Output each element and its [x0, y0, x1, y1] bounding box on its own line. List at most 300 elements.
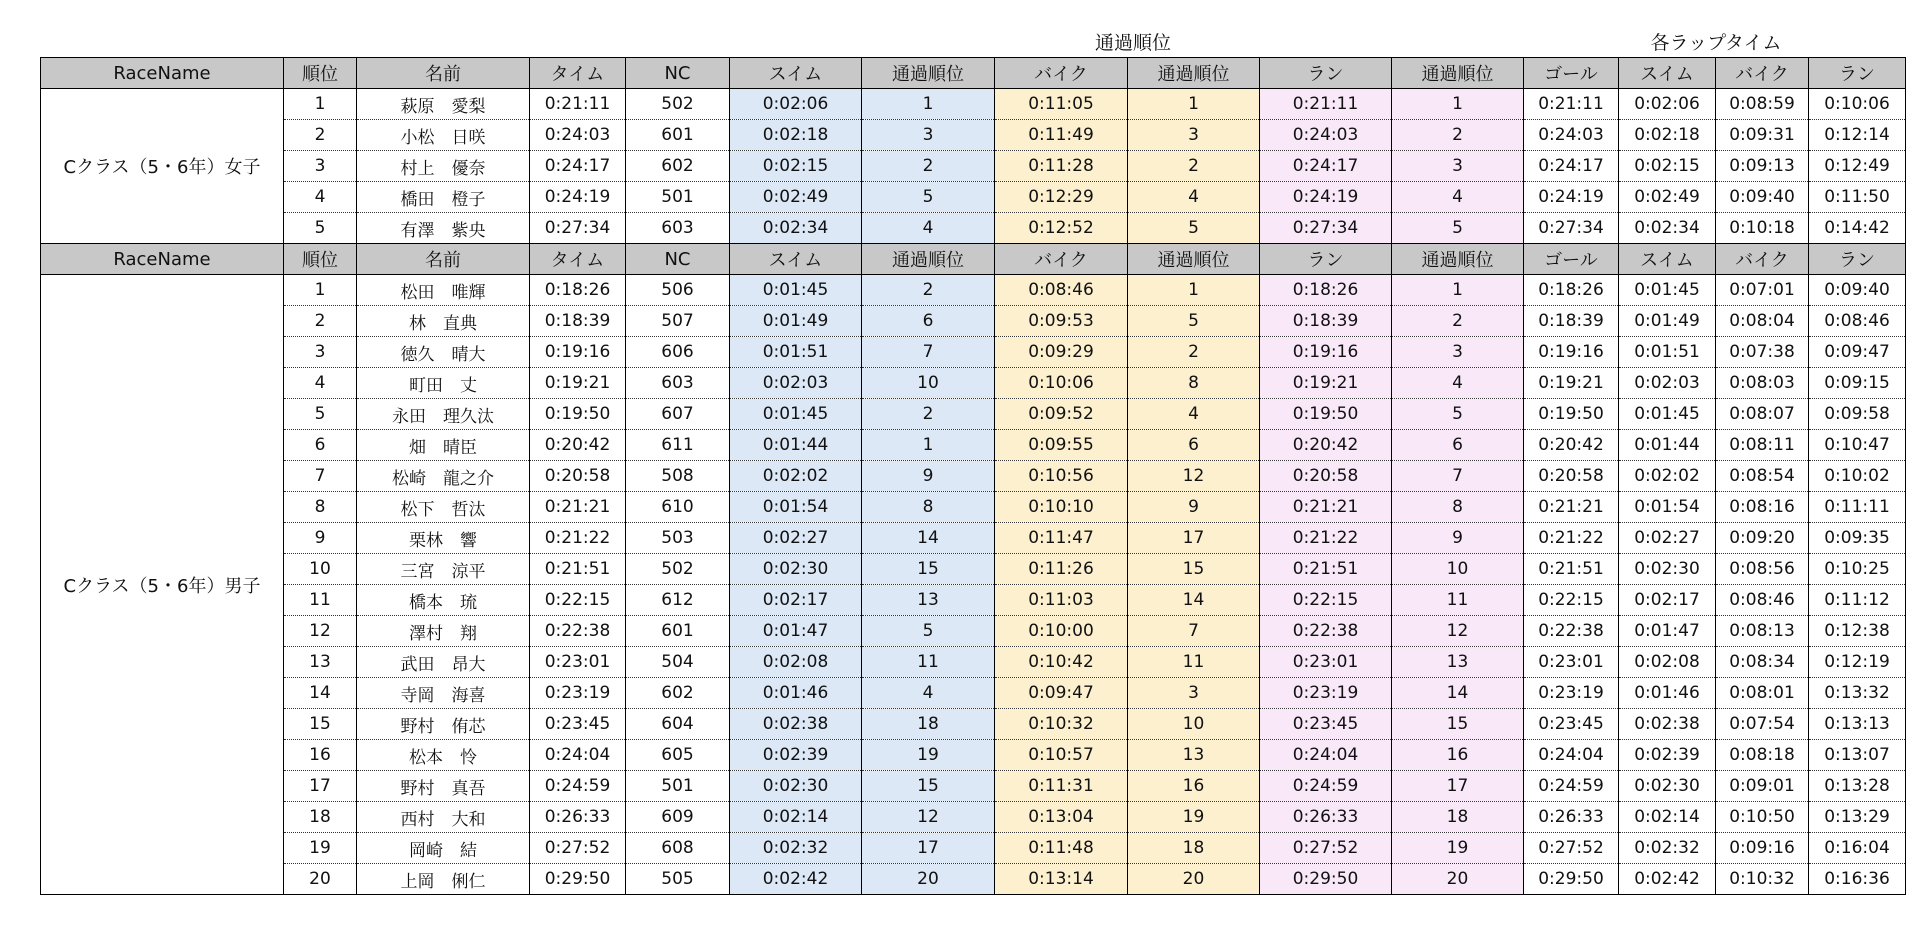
- rank-cell: 20: [284, 864, 357, 895]
- swim-lap-cell: 0:02:03: [1619, 368, 1716, 399]
- bike-lap-cell: 0:08:56: [1716, 554, 1809, 585]
- bike-rank-cell: 2: [1128, 337, 1260, 368]
- swim-rank-cell: 7: [862, 337, 995, 368]
- bike-lap-cell: 0:08:18: [1716, 740, 1809, 771]
- run-lap-cell: 0:08:46: [1809, 306, 1906, 337]
- column-header: ラン: [1260, 244, 1392, 275]
- goal-lap-cell: 0:19:16: [1524, 337, 1619, 368]
- name-cell: 栗林 響: [357, 523, 530, 554]
- run-rank-cell: 4: [1392, 368, 1524, 399]
- run-lap-cell: 0:13:13: [1809, 709, 1906, 740]
- time-cell: 0:24:19: [530, 182, 626, 213]
- goal-lap-cell: 0:20:42: [1524, 430, 1619, 461]
- time-cell: 0:21:11: [530, 89, 626, 120]
- table-row: [41, 771, 1906, 802]
- goal-lap-cell: 0:27:52: [1524, 833, 1619, 864]
- bike-time-cell: 0:09:47: [995, 678, 1128, 709]
- swim-rank-cell: 2: [862, 151, 995, 182]
- column-header: スイム: [1619, 58, 1716, 89]
- bike-time-cell: 0:11:03: [995, 585, 1128, 616]
- swim-lap-cell: 0:02:18: [1619, 120, 1716, 151]
- bike-time-cell: 0:10:56: [995, 461, 1128, 492]
- rank-cell: 3: [284, 151, 357, 182]
- laps-super-header: 各ラップタイム: [1650, 32, 1782, 54]
- run-rank-cell: 3: [1392, 337, 1524, 368]
- bike-time-cell: 0:11:26: [995, 554, 1128, 585]
- bike-lap-cell: 0:10:32: [1716, 864, 1809, 895]
- run-rank-cell: 16: [1392, 740, 1524, 771]
- run-rank-cell: 12: [1392, 616, 1524, 647]
- column-header: 名前: [357, 58, 530, 89]
- swim-time-cell: 0:02:30: [730, 771, 862, 802]
- name-cell: 橋本 琉: [357, 585, 530, 616]
- run-rank-cell: 3: [1392, 151, 1524, 182]
- swim-rank-cell: 6: [862, 306, 995, 337]
- time-cell: 0:18:39: [530, 306, 626, 337]
- rank-cell: 12: [284, 616, 357, 647]
- goal-lap-cell: 0:23:19: [1524, 678, 1619, 709]
- rank-cell: 1: [284, 275, 357, 306]
- swim-time-cell: 0:01:44: [730, 430, 862, 461]
- bike-lap-cell: 0:10:50: [1716, 802, 1809, 833]
- nc-cell: 607: [626, 399, 730, 430]
- run-rank-cell: 9: [1392, 523, 1524, 554]
- bike-time-cell: 0:10:42: [995, 647, 1128, 678]
- time-cell: 0:26:33: [530, 802, 626, 833]
- bike-time-cell: 0:09:52: [995, 399, 1128, 430]
- nc-cell: 604: [626, 709, 730, 740]
- nc-cell: 507: [626, 306, 730, 337]
- swim-time-cell: 0:02:49: [730, 182, 862, 213]
- bike-lap-cell: 0:09:31: [1716, 120, 1809, 151]
- swim-rank-cell: 2: [862, 275, 995, 306]
- nc-cell: 611: [626, 430, 730, 461]
- column-header: スイム: [730, 244, 862, 275]
- nc-cell: 603: [626, 213, 730, 244]
- table-row: [41, 337, 1906, 368]
- nc-cell: 501: [626, 182, 730, 213]
- swim-time-cell: 0:01:54: [730, 492, 862, 523]
- run-lap-cell: 0:12:19: [1809, 647, 1906, 678]
- swim-rank-cell: 5: [862, 182, 995, 213]
- bike-lap-cell: 0:09:20: [1716, 523, 1809, 554]
- swim-rank-cell: 4: [862, 213, 995, 244]
- time-cell: 0:21:22: [530, 523, 626, 554]
- race-name-cell: Cクラス（5・6年）男子: [41, 275, 284, 895]
- column-header: RaceName: [41, 244, 284, 275]
- time-cell: 0:24:03: [530, 120, 626, 151]
- rank-cell: 19: [284, 833, 357, 864]
- swim-lap-cell: 0:02:38: [1619, 709, 1716, 740]
- table-row: [41, 213, 1906, 244]
- table-row: [41, 89, 1906, 120]
- swim-rank-cell: 12: [862, 802, 995, 833]
- nc-cell: 506: [626, 275, 730, 306]
- time-cell: 0:19:21: [530, 368, 626, 399]
- column-header: タイム: [530, 244, 626, 275]
- time-cell: 0:24:17: [530, 151, 626, 182]
- bike-lap-cell: 0:08:11: [1716, 430, 1809, 461]
- time-cell: 0:23:01: [530, 647, 626, 678]
- run-rank-cell: 19: [1392, 833, 1524, 864]
- bike-time-cell: 0:09:55: [995, 430, 1128, 461]
- table-row: [41, 678, 1906, 709]
- table-row: [41, 182, 1906, 213]
- goal-lap-cell: 0:27:34: [1524, 213, 1619, 244]
- run-rank-cell: 5: [1392, 213, 1524, 244]
- time-cell: 0:24:59: [530, 771, 626, 802]
- bike-time-cell: 0:10:00: [995, 616, 1128, 647]
- bike-lap-cell: 0:08:03: [1716, 368, 1809, 399]
- bike-time-cell: 0:10:57: [995, 740, 1128, 771]
- bike-rank-cell: 11: [1128, 647, 1260, 678]
- run-lap-cell: 0:12:14: [1809, 120, 1906, 151]
- swim-time-cell: 0:02:39: [730, 740, 862, 771]
- nc-cell: 601: [626, 120, 730, 151]
- table-row: [41, 368, 1906, 399]
- nc-cell: 610: [626, 492, 730, 523]
- swim-time-cell: 0:02:18: [730, 120, 862, 151]
- name-cell: 林 直典: [357, 306, 530, 337]
- run-lap-cell: 0:13:07: [1809, 740, 1906, 771]
- time-cell: 0:21:51: [530, 554, 626, 585]
- table-row: [41, 306, 1906, 337]
- run-rank-cell: 17: [1392, 771, 1524, 802]
- swim-lap-cell: 0:02:27: [1619, 523, 1716, 554]
- run-time-cell: 0:24:03: [1260, 120, 1392, 151]
- run-rank-cell: 20: [1392, 864, 1524, 895]
- swim-rank-cell: 11: [862, 647, 995, 678]
- bike-rank-cell: 3: [1128, 678, 1260, 709]
- name-cell: 小松 日咲: [357, 120, 530, 151]
- bike-rank-cell: 5: [1128, 213, 1260, 244]
- run-lap-cell: 0:10:25: [1809, 554, 1906, 585]
- swim-lap-cell: 0:01:44: [1619, 430, 1716, 461]
- run-lap-cell: 0:10:47: [1809, 430, 1906, 461]
- run-rank-cell: 7: [1392, 461, 1524, 492]
- swim-time-cell: 0:02:14: [730, 802, 862, 833]
- goal-lap-cell: 0:21:21: [1524, 492, 1619, 523]
- name-cell: 橋田 橙子: [357, 182, 530, 213]
- rank-cell: 1: [284, 89, 357, 120]
- swim-rank-cell: 10: [862, 368, 995, 399]
- name-cell: 三宮 涼平: [357, 554, 530, 585]
- time-cell: 0:23:19: [530, 678, 626, 709]
- column-header: 名前: [357, 244, 530, 275]
- run-lap-cell: 0:13:32: [1809, 678, 1906, 709]
- run-rank-cell: 5: [1392, 399, 1524, 430]
- goal-lap-cell: 0:24:59: [1524, 771, 1619, 802]
- run-rank-cell: 14: [1392, 678, 1524, 709]
- nc-cell: 605: [626, 740, 730, 771]
- column-header: バイク: [995, 58, 1128, 89]
- table-row: [41, 740, 1906, 771]
- rank-cell: 9: [284, 523, 357, 554]
- column-header: 順位: [284, 244, 357, 275]
- run-time-cell: 0:27:34: [1260, 213, 1392, 244]
- name-cell: 松本 怜: [357, 740, 530, 771]
- name-cell: 西村 大和: [357, 802, 530, 833]
- table-row: [41, 616, 1906, 647]
- swim-time-cell: 0:02:17: [730, 585, 862, 616]
- run-lap-cell: 0:12:49: [1809, 151, 1906, 182]
- bike-time-cell: 0:09:53: [995, 306, 1128, 337]
- run-rank-cell: 4: [1392, 182, 1524, 213]
- run-time-cell: 0:20:42: [1260, 430, 1392, 461]
- name-cell: 澤村 翔: [357, 616, 530, 647]
- bike-time-cell: 0:11:49: [995, 120, 1128, 151]
- run-time-cell: 0:22:38: [1260, 616, 1392, 647]
- column-header: 通過順位: [862, 244, 995, 275]
- bike-lap-cell: 0:08:46: [1716, 585, 1809, 616]
- bike-lap-cell: 0:08:34: [1716, 647, 1809, 678]
- column-header: NC: [626, 244, 730, 275]
- rank-cell: 16: [284, 740, 357, 771]
- bike-rank-cell: 9: [1128, 492, 1260, 523]
- run-lap-cell: 0:16:04: [1809, 833, 1906, 864]
- run-time-cell: 0:27:52: [1260, 833, 1392, 864]
- bike-rank-cell: 3: [1128, 120, 1260, 151]
- table-row: [41, 120, 1906, 151]
- table-row: [41, 151, 1906, 182]
- nc-cell: 508: [626, 461, 730, 492]
- run-time-cell: 0:21:21: [1260, 492, 1392, 523]
- bike-lap-cell: 0:08:13: [1716, 616, 1809, 647]
- name-cell: 町田 丈: [357, 368, 530, 399]
- time-cell: 0:29:50: [530, 864, 626, 895]
- bike-rank-cell: 18: [1128, 833, 1260, 864]
- rank-cell: 11: [284, 585, 357, 616]
- bike-time-cell: 0:12:52: [995, 213, 1128, 244]
- swim-lap-cell: 0:01:51: [1619, 337, 1716, 368]
- goal-lap-cell: 0:22:38: [1524, 616, 1619, 647]
- run-lap-cell: 0:10:06: [1809, 89, 1906, 120]
- run-lap-cell: 0:16:36: [1809, 864, 1906, 895]
- rank-cell: 10: [284, 554, 357, 585]
- time-cell: 0:27:34: [530, 213, 626, 244]
- goal-lap-cell: 0:18:26: [1524, 275, 1619, 306]
- goal-lap-cell: 0:23:45: [1524, 709, 1619, 740]
- swim-time-cell: 0:02:06: [730, 89, 862, 120]
- swim-rank-cell: 4: [862, 678, 995, 709]
- table-row: [41, 647, 1906, 678]
- swim-lap-cell: 0:01:46: [1619, 678, 1716, 709]
- rank-cell: 5: [284, 399, 357, 430]
- name-cell: 松下 哲汰: [357, 492, 530, 523]
- column-header: ラン: [1809, 244, 1906, 275]
- table-row: [41, 461, 1906, 492]
- goal-lap-cell: 0:19:21: [1524, 368, 1619, 399]
- swim-rank-cell: 20: [862, 864, 995, 895]
- run-lap-cell: 0:14:42: [1809, 213, 1906, 244]
- goal-lap-cell: 0:26:33: [1524, 802, 1619, 833]
- swim-time-cell: 0:02:15: [730, 151, 862, 182]
- bike-lap-cell: 0:09:16: [1716, 833, 1809, 864]
- swim-lap-cell: 0:02:34: [1619, 213, 1716, 244]
- name-cell: 寺岡 海喜: [357, 678, 530, 709]
- column-header: 通過順位: [1128, 244, 1260, 275]
- name-cell: 徳久 晴大: [357, 337, 530, 368]
- bike-lap-cell: 0:09:01: [1716, 771, 1809, 802]
- column-header: バイク: [1716, 58, 1809, 89]
- run-rank-cell: 1: [1392, 89, 1524, 120]
- bike-lap-cell: 0:10:18: [1716, 213, 1809, 244]
- run-time-cell: 0:19:16: [1260, 337, 1392, 368]
- swim-lap-cell: 0:02:42: [1619, 864, 1716, 895]
- run-lap-cell: 0:13:28: [1809, 771, 1906, 802]
- column-header: ラン: [1809, 58, 1906, 89]
- bike-rank-cell: 16: [1128, 771, 1260, 802]
- run-rank-cell: 1: [1392, 275, 1524, 306]
- swim-lap-cell: 0:02:17: [1619, 585, 1716, 616]
- run-lap-cell: 0:12:38: [1809, 616, 1906, 647]
- run-rank-cell: 11: [1392, 585, 1524, 616]
- goal-lap-cell: 0:22:15: [1524, 585, 1619, 616]
- rank-cell: 13: [284, 647, 357, 678]
- bike-rank-cell: 20: [1128, 864, 1260, 895]
- swim-time-cell: 0:02:32: [730, 833, 862, 864]
- swim-rank-cell: 3: [862, 120, 995, 151]
- run-time-cell: 0:21:51: [1260, 554, 1392, 585]
- swim-lap-cell: 0:02:49: [1619, 182, 1716, 213]
- bike-lap-cell: 0:07:01: [1716, 275, 1809, 306]
- column-header: RaceName: [41, 58, 284, 89]
- bike-rank-cell: 10: [1128, 709, 1260, 740]
- bike-time-cell: 0:12:29: [995, 182, 1128, 213]
- column-header-row: [41, 58, 1906, 89]
- run-lap-cell: 0:09:58: [1809, 399, 1906, 430]
- bike-rank-cell: 4: [1128, 399, 1260, 430]
- time-cell: 0:27:52: [530, 833, 626, 864]
- column-header: タイム: [530, 58, 626, 89]
- goal-lap-cell: 0:19:50: [1524, 399, 1619, 430]
- time-cell: 0:21:21: [530, 492, 626, 523]
- column-header: ゴール: [1524, 58, 1619, 89]
- bike-time-cell: 0:10:10: [995, 492, 1128, 523]
- name-cell: 野村 侑芯: [357, 709, 530, 740]
- rank-cell: 18: [284, 802, 357, 833]
- bike-rank-cell: 12: [1128, 461, 1260, 492]
- nc-cell: 505: [626, 864, 730, 895]
- run-rank-cell: 15: [1392, 709, 1524, 740]
- time-cell: 0:19:16: [530, 337, 626, 368]
- time-cell: 0:20:58: [530, 461, 626, 492]
- run-time-cell: 0:24:04: [1260, 740, 1392, 771]
- swim-rank-cell: 17: [862, 833, 995, 864]
- bike-time-cell: 0:13:04: [995, 802, 1128, 833]
- rank-cell: 4: [284, 368, 357, 399]
- swim-rank-cell: 18: [862, 709, 995, 740]
- bike-lap-cell: 0:08:07: [1716, 399, 1809, 430]
- time-cell: 0:24:04: [530, 740, 626, 771]
- bike-time-cell: 0:10:06: [995, 368, 1128, 399]
- table-row: [41, 430, 1906, 461]
- swim-time-cell: 0:02:03: [730, 368, 862, 399]
- nc-cell: 606: [626, 337, 730, 368]
- column-header: NC: [626, 58, 730, 89]
- rank-cell: 17: [284, 771, 357, 802]
- column-header: 通過順位: [1392, 58, 1524, 89]
- swim-lap-cell: 0:02:02: [1619, 461, 1716, 492]
- swim-time-cell: 0:02:42: [730, 864, 862, 895]
- nc-cell: 502: [626, 89, 730, 120]
- table-row: [41, 864, 1906, 895]
- run-time-cell: 0:23:01: [1260, 647, 1392, 678]
- name-cell: 松崎 龍之介: [357, 461, 530, 492]
- swim-lap-cell: 0:02:15: [1619, 151, 1716, 182]
- swim-rank-cell: 1: [862, 89, 995, 120]
- run-lap-cell: 0:11:11: [1809, 492, 1906, 523]
- bike-time-cell: 0:11:48: [995, 833, 1128, 864]
- swim-lap-cell: 0:02:14: [1619, 802, 1716, 833]
- table-row: [41, 492, 1906, 523]
- bike-lap-cell: 0:07:54: [1716, 709, 1809, 740]
- nc-cell: 501: [626, 771, 730, 802]
- bike-rank-cell: 6: [1128, 430, 1260, 461]
- swim-rank-cell: 5: [862, 616, 995, 647]
- bike-lap-cell: 0:09:13: [1716, 151, 1809, 182]
- nc-cell: 608: [626, 833, 730, 864]
- swim-time-cell: 0:02:27: [730, 523, 862, 554]
- run-rank-cell: 2: [1392, 306, 1524, 337]
- nc-cell: 603: [626, 368, 730, 399]
- table-row: [41, 802, 1906, 833]
- run-time-cell: 0:24:59: [1260, 771, 1392, 802]
- swim-time-cell: 0:01:49: [730, 306, 862, 337]
- run-rank-cell: 13: [1392, 647, 1524, 678]
- swim-rank-cell: 19: [862, 740, 995, 771]
- name-cell: 畑 晴臣: [357, 430, 530, 461]
- swim-time-cell: 0:02:02: [730, 461, 862, 492]
- bike-time-cell: 0:08:46: [995, 275, 1128, 306]
- name-cell: 萩原 愛梨: [357, 89, 530, 120]
- swim-time-cell: 0:02:30: [730, 554, 862, 585]
- bike-rank-cell: 14: [1128, 585, 1260, 616]
- goal-lap-cell: 0:24:19: [1524, 182, 1619, 213]
- run-lap-cell: 0:11:12: [1809, 585, 1906, 616]
- swim-time-cell: 0:02:34: [730, 213, 862, 244]
- swim-lap-cell: 0:01:45: [1619, 275, 1716, 306]
- bike-time-cell: 0:11:05: [995, 89, 1128, 120]
- swim-lap-cell: 0:02:39: [1619, 740, 1716, 771]
- bike-rank-cell: 4: [1128, 182, 1260, 213]
- bike-rank-cell: 2: [1128, 151, 1260, 182]
- time-cell: 0:18:26: [530, 275, 626, 306]
- name-cell: 村上 優奈: [357, 151, 530, 182]
- swim-rank-cell: 14: [862, 523, 995, 554]
- column-header: 順位: [284, 58, 357, 89]
- rank-cell: 2: [284, 306, 357, 337]
- column-header: バイク: [1716, 244, 1809, 275]
- bike-lap-cell: 0:08:16: [1716, 492, 1809, 523]
- goal-lap-cell: 0:24:03: [1524, 120, 1619, 151]
- rank-cell: 14: [284, 678, 357, 709]
- swim-time-cell: 0:01:46: [730, 678, 862, 709]
- nc-cell: 503: [626, 523, 730, 554]
- bike-rank-cell: 5: [1128, 306, 1260, 337]
- column-header: バイク: [995, 244, 1128, 275]
- swim-time-cell: 0:01:51: [730, 337, 862, 368]
- name-cell: 松田 唯輝: [357, 275, 530, 306]
- column-header: ゴール: [1524, 244, 1619, 275]
- name-cell: 岡崎 結: [357, 833, 530, 864]
- run-rank-cell: 10: [1392, 554, 1524, 585]
- bike-time-cell: 0:10:32: [995, 709, 1128, 740]
- run-time-cell: 0:24:17: [1260, 151, 1392, 182]
- run-lap-cell: 0:11:50: [1809, 182, 1906, 213]
- bike-rank-cell: 17: [1128, 523, 1260, 554]
- bike-lap-cell: 0:07:38: [1716, 337, 1809, 368]
